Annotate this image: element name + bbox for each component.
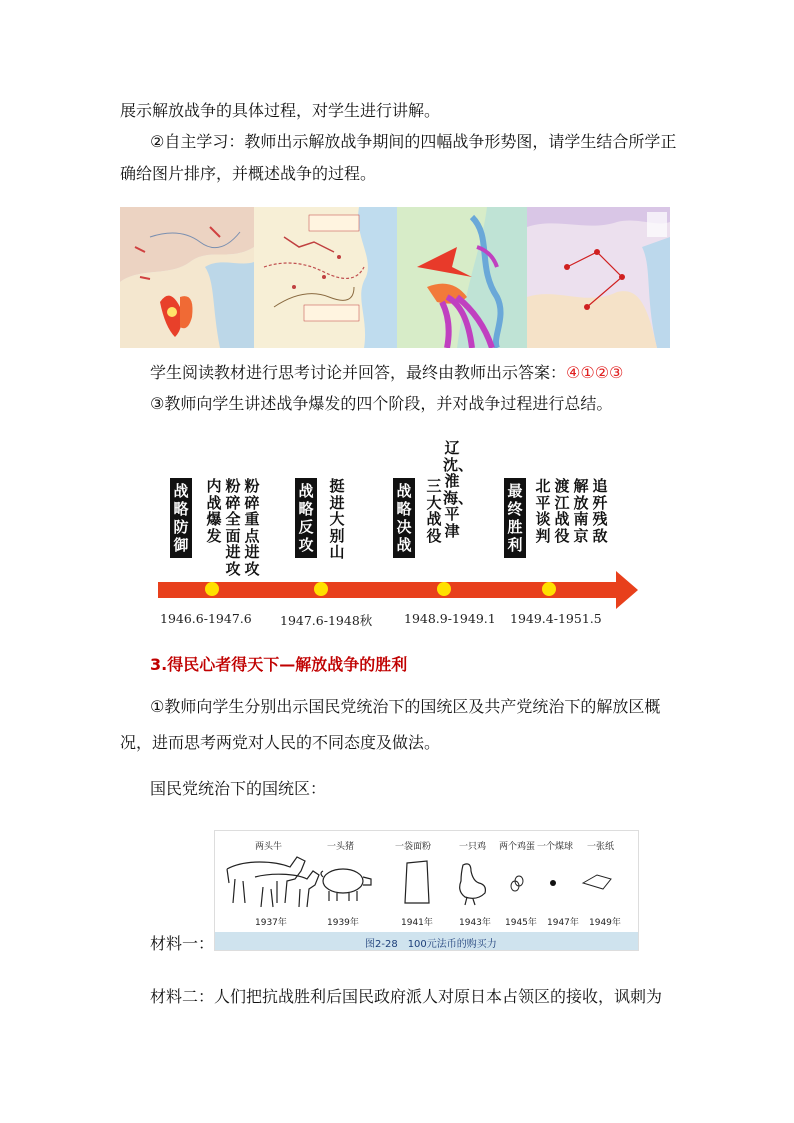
cartoon-item-year: 1949年 — [589, 918, 621, 928]
timeline-dot — [314, 582, 328, 596]
stage-event: 渡江战役 — [554, 477, 570, 545]
cartoon-item-year: 1943年 — [459, 918, 491, 928]
cartoon-item-label: 一张纸 — [587, 842, 615, 852]
war-situation-maps — [120, 207, 670, 348]
cartoon-item-year: 1941年 — [401, 918, 433, 928]
stage-event: 追歼残敌 — [592, 477, 608, 545]
paragraph-line-2: ②自主学习：教师出示解放战争期间的四幅战争形势图，请学生结合所学正 — [150, 132, 677, 151]
stage-event: 北平谈判 — [535, 477, 551, 545]
stage-label: 战略反攻 — [295, 478, 317, 558]
stage-event: 粉碎全面进攻 — [225, 477, 241, 578]
purchasing-power-cartoon — [214, 830, 639, 951]
stage-event: 解放南京 — [573, 477, 589, 545]
map-image-2 — [254, 207, 397, 348]
cartoon-item-label: 一袋面粉 — [395, 842, 432, 852]
stage-event: 粉碎重点进攻 — [244, 477, 260, 578]
stage-date: 1946.6-1947.6 — [160, 611, 252, 626]
map-image-3 — [397, 207, 527, 348]
stage-date: 1948.9-1949.1 — [404, 611, 496, 626]
stage-event: 三大战役 — [426, 477, 442, 545]
answer-intro: 学生阅读教材进行思考讨论并回答，最终由教师出示答案： — [150, 363, 567, 382]
cartoon-item-label: 一只鸡 — [459, 842, 487, 852]
timeline-dot — [437, 582, 451, 596]
stage-label: 战略防御 — [170, 478, 192, 558]
paragraph-line-4 — [150, 365, 623, 381]
map-image-1 — [120, 207, 254, 348]
cartoon-item-label: 两个鸡蛋 — [499, 842, 536, 852]
cartoon-item-label: 一个煤球 — [537, 842, 574, 852]
paragraph-line-10: 材料二：人们把抗战胜利后国民政府派人对原日本占领区的接收，讽刺为 — [150, 987, 663, 1006]
answer-order: ④①②③ — [566, 363, 624, 382]
stage-date: 1947.6-1948秋 — [280, 613, 373, 628]
war-stages-timeline — [150, 440, 650, 630]
cartoon-item-label: 一头猪 — [327, 842, 355, 852]
stage-date: 1949.4-1951.5 — [510, 611, 602, 626]
stage-label: 战略决战 — [393, 478, 415, 558]
stage-event: 内战爆发 — [206, 477, 222, 545]
stage-event: 辽沈、淮海、平津 — [443, 439, 474, 540]
paragraph-line-8: 国民党统治下的国统区： — [150, 779, 327, 798]
timeline-dot — [542, 582, 556, 596]
cartoon-item-label: 两头牛 — [255, 842, 283, 852]
paragraph-line-5: ③教师向学生讲述战争爆发的四个阶段，并对战争过程进行总结。 — [150, 394, 613, 413]
cartoon-item-year: 1937年 — [255, 918, 287, 928]
stage-label: 最终胜利 — [504, 478, 526, 558]
cartoon-item-year: 1945年 — [505, 918, 537, 928]
cartoon-caption-bar — [215, 932, 638, 950]
cartoon-caption: 图2-28 100元法币的购买力 — [365, 939, 497, 950]
paragraph-line-3: 确给图片排序，并概述战争的过程。 — [120, 164, 377, 183]
paragraph-line-1: 展示解放战争的具体过程，对学生进行讲解。 — [120, 101, 441, 120]
cartoon-item-year: 1939年 — [327, 918, 359, 928]
timeline-dot — [205, 582, 219, 596]
map-image-4 — [527, 207, 670, 348]
paragraph-line-9: 材料一： — [150, 934, 215, 953]
section-heading: 3.得民心者得天下—解放战争的胜利 — [150, 655, 408, 674]
paragraph-line-7: 况，进而思考两党对人民的不同态度及做法。 — [120, 733, 441, 752]
paragraph-line-6: ①教师向学生分别出示国民党统治下的国统区及共产党统治下的解放区概 — [150, 697, 661, 716]
cartoon-item-year: 1947年 — [547, 918, 579, 928]
stage-event: 挺进大别山 — [329, 477, 345, 561]
